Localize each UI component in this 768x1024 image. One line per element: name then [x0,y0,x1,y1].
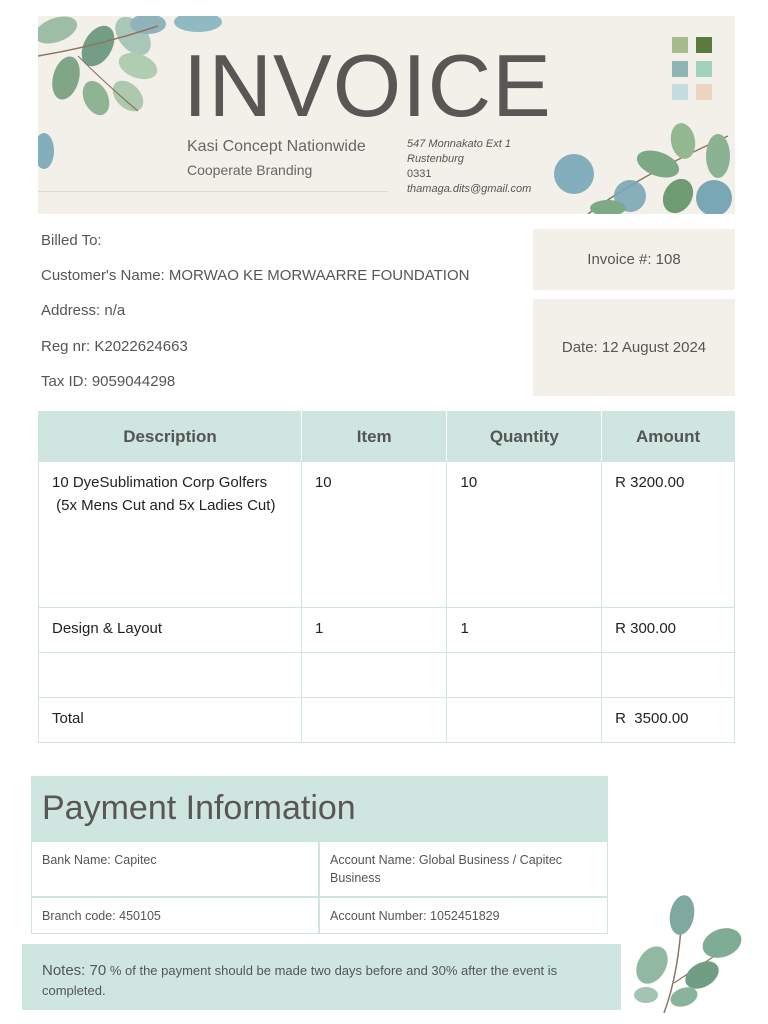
payment-information [31,776,608,934]
notes-label: Notes: 70 [42,962,107,979]
payment-notes [22,944,621,1010]
row-description: Design & Layout [39,608,302,653]
account-name: Account Name: Global Business / Capitec Business [319,841,608,897]
row-quantity [447,698,602,743]
customer-address: Address: n/a [41,302,126,319]
color-swatch [696,37,712,53]
row-quantity [447,653,602,698]
table-row [39,608,735,653]
table-total-row [39,698,735,743]
invoice-date: Date: 12 August 2024 [561,339,707,356]
description-line: 10 DyeSublimation Corp Golfers [52,474,268,491]
color-swatch [696,84,712,100]
row-description [39,462,302,608]
customer-name: Customer's Name: MORWAO KE MORWAARRE FOUNDATION [41,267,470,284]
row-item: 1 [301,608,447,653]
row-amount: R 3200.00 [602,462,735,608]
company-name: Kasi Concept Nationwide [187,138,366,155]
tax-id: Tax ID: 9059044298 [41,373,176,390]
row-item [301,653,447,698]
address-city: Rustenburg [407,153,464,165]
column-header-item: Item [301,412,447,462]
total-amount: R 3500.00 [602,698,735,743]
invoice-number: Invoice #: 108 [587,251,681,268]
table-row [39,462,735,608]
account-number: Account Number: 1052451829 [319,897,608,934]
address-street: 547 Monnakato Ext 1 [407,138,511,150]
eucalyptus-branch-icon [624,893,746,1015]
total-label: Total [39,698,302,743]
row-item [301,698,447,743]
invoice-title: INVOICE [183,36,552,135]
color-swatch [672,61,688,77]
row-quantity: 10 [447,462,602,608]
branch-code: Branch code: 450105 [31,897,319,934]
row-amount: R 300.00 [602,608,735,653]
invoice-date-box [533,299,735,396]
table-row [39,653,735,698]
color-swatch [672,37,688,53]
eucalyptus-leaves-bottom-right-icon [548,116,735,214]
column-header-quantity: Quantity [447,412,602,462]
row-amount [602,653,735,698]
invoice-header [38,16,735,214]
row-description [39,653,302,698]
notes-text: % of the payment should be made two days before and 30% after the event is completed. [42,963,561,998]
company-tagline: Cooperate Branding [187,162,313,178]
table-header-row [39,412,735,462]
billed-to-label: Billed To: [41,232,102,249]
payment-title: Payment Information [31,776,608,841]
description-line: (5x Mens Cut and 5x Ladies Cut) [52,497,276,514]
column-header-amount: Amount [602,412,735,462]
row-item: 10 [301,462,447,608]
invoice-items-table [38,411,735,743]
color-swatch [672,84,688,100]
email-address: thamaga.dits@gmail.com [407,183,532,195]
header-divider [38,191,388,192]
bank-name: Bank Name: Capitec [31,841,319,897]
row-quantity: 1 [447,608,602,653]
registration-number: Reg nr: K2022624663 [41,338,188,355]
invoice-number-box [533,229,735,290]
address-postcode: 0331 [407,168,432,180]
column-header-description: Description [39,412,302,462]
color-swatch [696,61,712,77]
